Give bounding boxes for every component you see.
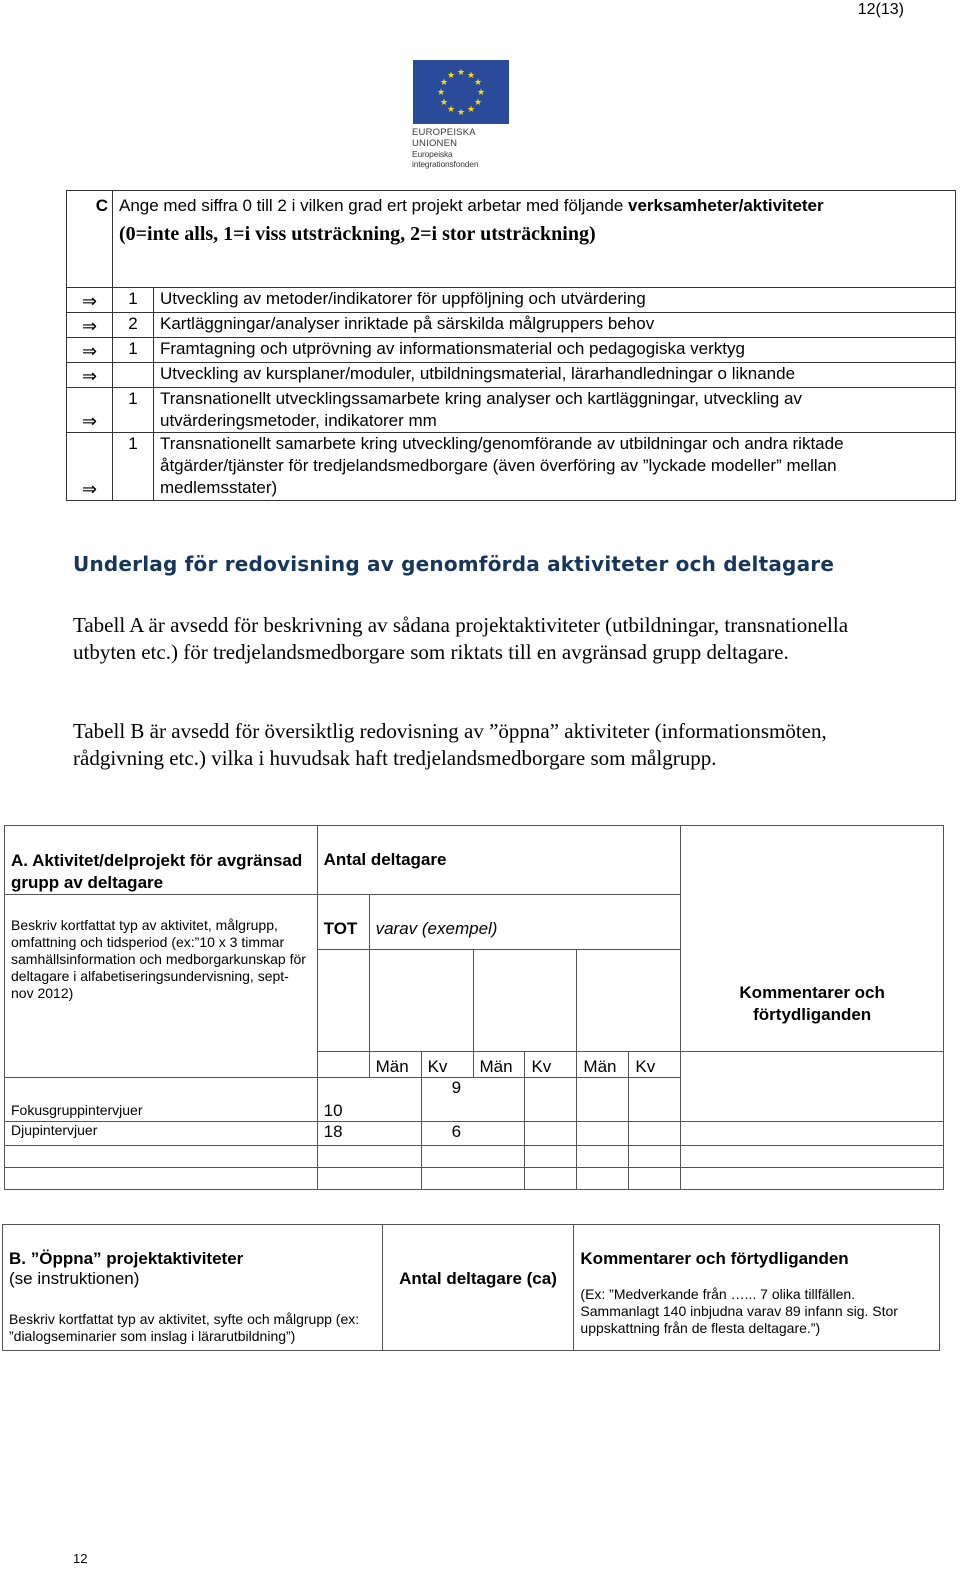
table-row <box>67 338 956 363</box>
table-row <box>67 363 956 388</box>
table-b-comments-example: (Ex: ”Medverkande från …... 7 olika tillfällen. Sammanlagt 140 inbjudna varav 89 infann sig. Stor uppskattning från de flesta deltagare.”) <box>580 1286 898 1336</box>
table-b-title-cell <box>3 1225 383 1351</box>
svg-text:★: ★ <box>473 98 483 108</box>
logo-line2: Europeiska integrationsfonden <box>412 149 479 169</box>
row-tot[interactable]: 10 <box>317 1078 421 1122</box>
activity-label: Kartläggningar/analyser inriktade på särskilda målgruppers behov <box>154 313 956 338</box>
row-name: Djupintervjuer <box>5 1122 318 1146</box>
footer-page-number: 12 <box>73 1551 88 1566</box>
paragraph-table-b: Tabell B är avsedd för översiktlig redovisning av ”öppna” aktiviteter (informationsmöten, rådgivning etc.) vilka i huvudsak haft tredjelandsmedborgare som målgrupp. <box>73 719 827 770</box>
svg-text:★: ★ <box>476 88 486 98</box>
activity-label: Utveckling av kursplaner/moduler, utbildningsmaterial, lärarhandledningar o liknande <box>154 363 956 388</box>
sub-header-kv: Kv <box>525 1052 577 1078</box>
rating-question: Ange med siffra 0 till 2 i vilken grad ert projekt arbetar med följande verksamheter/aktiviteter (0=inte alls, 1=i viss utsträckning, 2=i stor utsträckning) <box>113 191 956 288</box>
paragraph-table-a: Tabell A är avsedd för beskrivning av sådana projektaktiviteter (utbildningar, transnationella utbyten etc.) för tredjelandsmedborgare som riktats till en avgränsad grupp deltagare. <box>73 613 849 664</box>
table-b-title: B. ”Öppna” projektaktiviteter <box>9 1249 244 1268</box>
svg-text:★: ★ <box>473 78 483 88</box>
participants-header: Antal deltagare <box>317 826 681 895</box>
rating-value[interactable]: 1 <box>113 338 154 363</box>
table-b-description: Beskriv kortfattat typ av aktivitet, syfte och målgrupp (ex: ”dialogseminarier som inslag i lärarutbildning”) <box>9 1311 360 1344</box>
table-row <box>67 388 956 433</box>
comments-header: Kommentarer och förtydliganden <box>739 983 885 1024</box>
rating-value[interactable] <box>113 363 154 388</box>
arrow-icon: ⇒ <box>67 388 113 433</box>
svg-text:★: ★ <box>446 71 456 81</box>
table-b-comments-header: Kommentarer och förtydliganden <box>580 1249 849 1268</box>
svg-text:★: ★ <box>466 105 476 115</box>
row-kv[interactable]: 6 <box>421 1122 525 1146</box>
table-b-participants-header: Antal deltagare (ca) <box>382 1225 574 1351</box>
table-letter-c: C <box>67 191 113 288</box>
row-kv[interactable]: 9 <box>421 1078 525 1122</box>
activity-label: Utveckling av metoder/indikatorer för uppföljning och utvärdering <box>154 288 956 313</box>
table-row <box>67 313 956 338</box>
table-a-title: A. Aktivitet/delprojekt för avgränsad grupp av deltagare <box>5 826 318 895</box>
table-row[interactable] <box>5 1122 944 1146</box>
svg-text:★: ★ <box>446 105 456 115</box>
table-b-comments-cell <box>574 1225 940 1351</box>
sub-header-kv: Kv <box>629 1052 681 1078</box>
arrow-icon: ⇒ <box>67 338 113 363</box>
activity-label: Transnationellt samarbete kring utveckling/genomförande av utbildningar och andra riktade åtgärder/tjänster för tredjelandsmedborgare (även överföring av ”lyckade modeller” mellan medlemsstater) <box>154 433 956 501</box>
table-b-subtitle: (se instruktionen) <box>9 1269 140 1288</box>
row-tot[interactable]: 18 <box>317 1122 421 1146</box>
arrow-icon: ⇒ <box>67 363 113 388</box>
svg-text:★: ★ <box>466 71 476 81</box>
logo-line1: EUROPEISKA UNIONEN <box>412 127 476 149</box>
svg-text:★: ★ <box>439 98 449 108</box>
arrow-icon: ⇒ <box>67 433 113 501</box>
sub-header-man: Män <box>473 1052 525 1078</box>
rating-value[interactable]: 1 <box>113 433 154 501</box>
svg-text:★: ★ <box>439 78 449 88</box>
tot-label: TOT <box>317 895 369 950</box>
rating-value[interactable]: 1 <box>113 388 154 433</box>
activity-label: Framtagning och utprövning av informationsmaterial och pedagogiska verktyg <box>154 338 956 363</box>
rating-value[interactable]: 2 <box>113 313 154 338</box>
arrow-icon: ⇒ <box>67 288 113 313</box>
table-row <box>67 288 956 313</box>
sub-header-kv: Kv <box>421 1052 473 1078</box>
table-b <box>2 1224 940 1351</box>
svg-text:★: ★ <box>456 68 466 78</box>
rating-scale: (0=inte alls, 1=i viss utsträckning, 2=i stor utsträckning) <box>119 223 596 245</box>
page-number: 12(13) <box>857 1 904 18</box>
row-name: Fokusgruppintervjuer <box>5 1078 318 1122</box>
eu-logo <box>412 60 512 169</box>
section-title: Underlag för redovisning av genomförda aktiviteter och deltagare <box>73 552 835 576</box>
activity-rating-table <box>66 190 956 501</box>
arrow-icon: ⇒ <box>67 313 113 338</box>
table-row <box>67 433 956 501</box>
rating-value[interactable]: 1 <box>113 288 154 313</box>
table-a <box>4 825 944 1190</box>
table-row[interactable] <box>5 1168 944 1190</box>
varav-label: varav (exempel) <box>369 895 681 950</box>
eu-flag-icon <box>413 60 509 124</box>
svg-text:★: ★ <box>456 108 466 118</box>
svg-text:★: ★ <box>436 88 446 98</box>
sub-header-man: Män <box>369 1052 421 1078</box>
activity-label: Transnationellt utvecklingssamarbete kring analyser och kartläggningar, utveckling av utvärderingsmetoder, indikatorer mm <box>154 388 956 433</box>
sub-header-man: Män <box>577 1052 629 1078</box>
table-a-description: Beskriv kortfattat typ av aktivitet, målgrupp, omfattning och tidsperiod (ex:”10 x 3 timmar samhällsinformation och medborgarkunskap för deltagare i alfabetiseringsundervisning, sept-nov 2012) <box>5 895 318 1078</box>
table-row[interactable] <box>5 1146 944 1168</box>
